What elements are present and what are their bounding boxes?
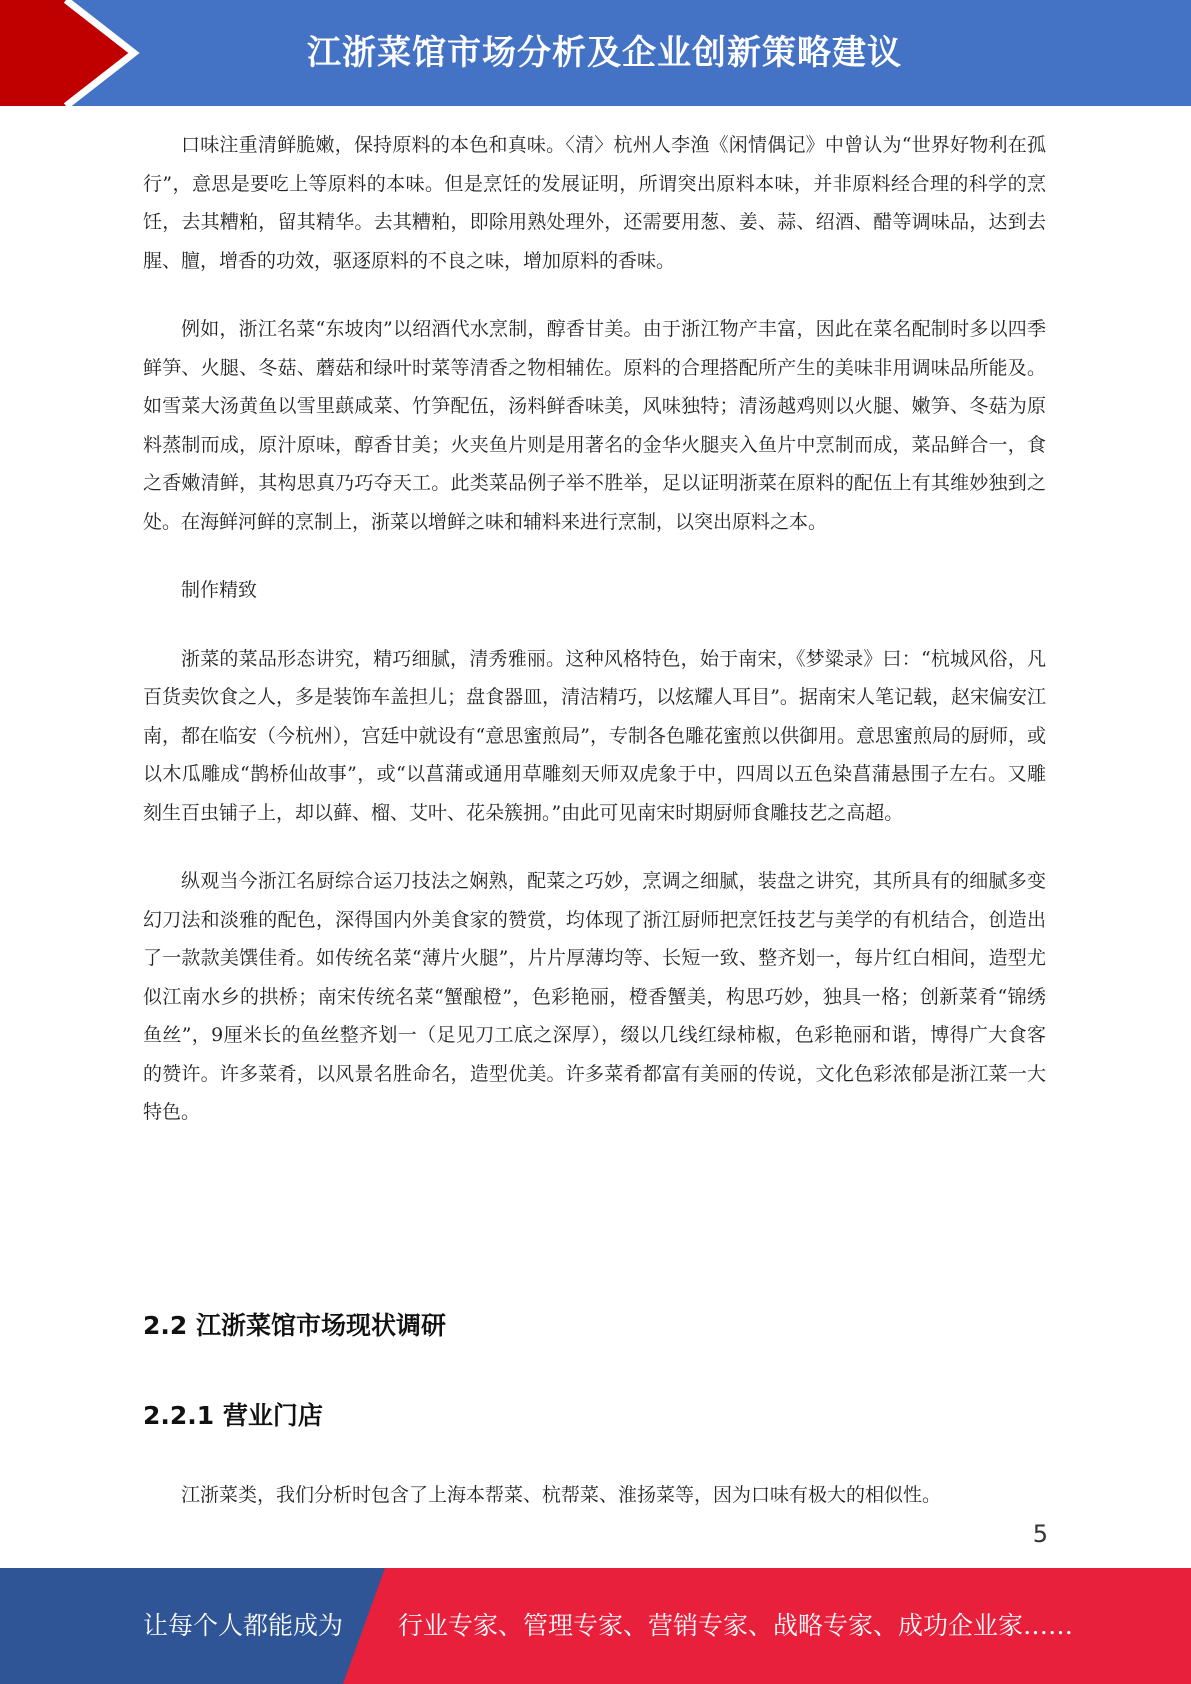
footer-slogan-right: 行业专家、管理专家、营销专家、战略专家、成功企业家……: [398, 1611, 1074, 1640]
subsection-heading: 2.2.1 营业门店: [143, 1401, 323, 1430]
page-number: 5: [1032, 1520, 1048, 1548]
section-heading: 2.2 江浙菜馆市场现状调研: [143, 1311, 446, 1340]
paragraph-presentation: 浙菜的菜品形态讲究，精巧细腻，清秀雅丽。这种风格特色，始于南宋，《梦粱录》曰：“杭城风俗，凡百货卖饮食之人，多是装饰车盖担儿；盘食器皿，清洁精巧，以炫耀人耳目”。据南宋人笔记载，赵宋偏安江南，都在临安（今杭州），宫廷中就设有“意思蜜煎局”，专制各色雕花蜜煎以供御用。意思蜜煎局的厨师，或以木瓜雕成“鹊桥仙故事”，或“以菖蒲或通用草雕刻天师双虎象于中，四周以五色染菖蒲悬围子左右。又雕刻生百虫铺子上，却以藓、榴、艾叶、花朵簇拥。”由此可见南宋时期厨师食雕技艺之高超。: [143, 647, 1046, 824]
paragraph-overview: 纵观当今浙江名厨综合运刀技法之娴熟，配菜之巧妙，烹调之细腻，装盘之讲究，其所具有的细腻多变幻刀法和淡雅的配色，深得国内外美食家的赞赏，均体现了浙江厨师把烹饪技艺与美学的有机结合，创造出了一款款美馔佳肴。如传统名菜“薄片火腿”，片片厚薄均等、长短一致、整齐划一，每片红白相间，造型尤似江南水乡的拱桥；南宋传统名菜“蟹酿橙”，色彩艳丽，橙香蟹美，构思巧妙，独具一格；创新菜肴“锦绣鱼丝”，9厘米长的鱼丝整齐划一（足见刀工底之深厚），缀以几线红绿柿椒，色彩艳丽和谐，博得广大食客的赞许。许多菜肴，以风景名胜命名，造型优美。许多菜肴都富有美丽的传说，文化色彩浓郁是浙江菜一大特色。: [143, 870, 1046, 1123]
paragraph-stores: 江浙菜类，我们分析时包含了上海本帮菜、杭帮菜、淮扬菜等，因为口味有极大的相似性。: [181, 1484, 942, 1506]
paragraph-example: 例如，浙江名菜“东坡肉”以绍酒代水烹制，醇香甘美。由于浙江物产丰富，因此在菜名配制时多以四季鲜笋、火腿、冬菇、蘑菇和绿叶时菜等清香之物相辅佐。原料的合理搭配所产生的美味非用调味品所能及。如雪菜大汤黄鱼以雪里蕻咸菜、竹笋配伍，汤料鲜香味美，风味独特；清汤越鸡则以火腿、嫩笋、冬菇为原料蒸制而成，原汁原味，醇香甘美；火夹鱼片则是用著名的金华火腿夹入鱼片中烹制而成，菜品鲜合一，食之香嫩清鲜，其构思真乃巧夺天工。此类菜品例子举不胜举，足以证明浙菜在原料的配伍上有其维妙独到之处。在海鲜河鲜的烹制上，浙菜以增鲜之味和辅料来进行烹制，以突出原料之本。: [143, 318, 1046, 533]
paragraph-subtitle: 制作精致: [181, 579, 258, 601]
footer-slogan-left: 让每个人都能成为: [143, 1611, 344, 1640]
page-content: [143, 126, 1046, 1506]
page-footer: [0, 1568, 1191, 1684]
page-header: [0, 0, 1191, 110]
document-title: 江浙菜馆市场分析及企业创新策略建议: [307, 33, 902, 73]
paragraph-flavor: 口味注重清鲜脆嫩，保持原料的本色和真味。〈清〉杭州人李渔《闲情偶记》中曾认为“世界好物利在孤行”，意思是要吃上等原料的本味。但是烹饪的发展证明，所谓突出原料本味，并非原料经合理的科学的烹饪，去其糟粕，留其精华。去其糟粕，即除用熟处理外，还需要用葱、姜、蒜、绍酒、醋等调味品，达到去腥、膻，增香的功效，驱逐原料的不良之味，增加原料的香味。: [143, 134, 1046, 272]
